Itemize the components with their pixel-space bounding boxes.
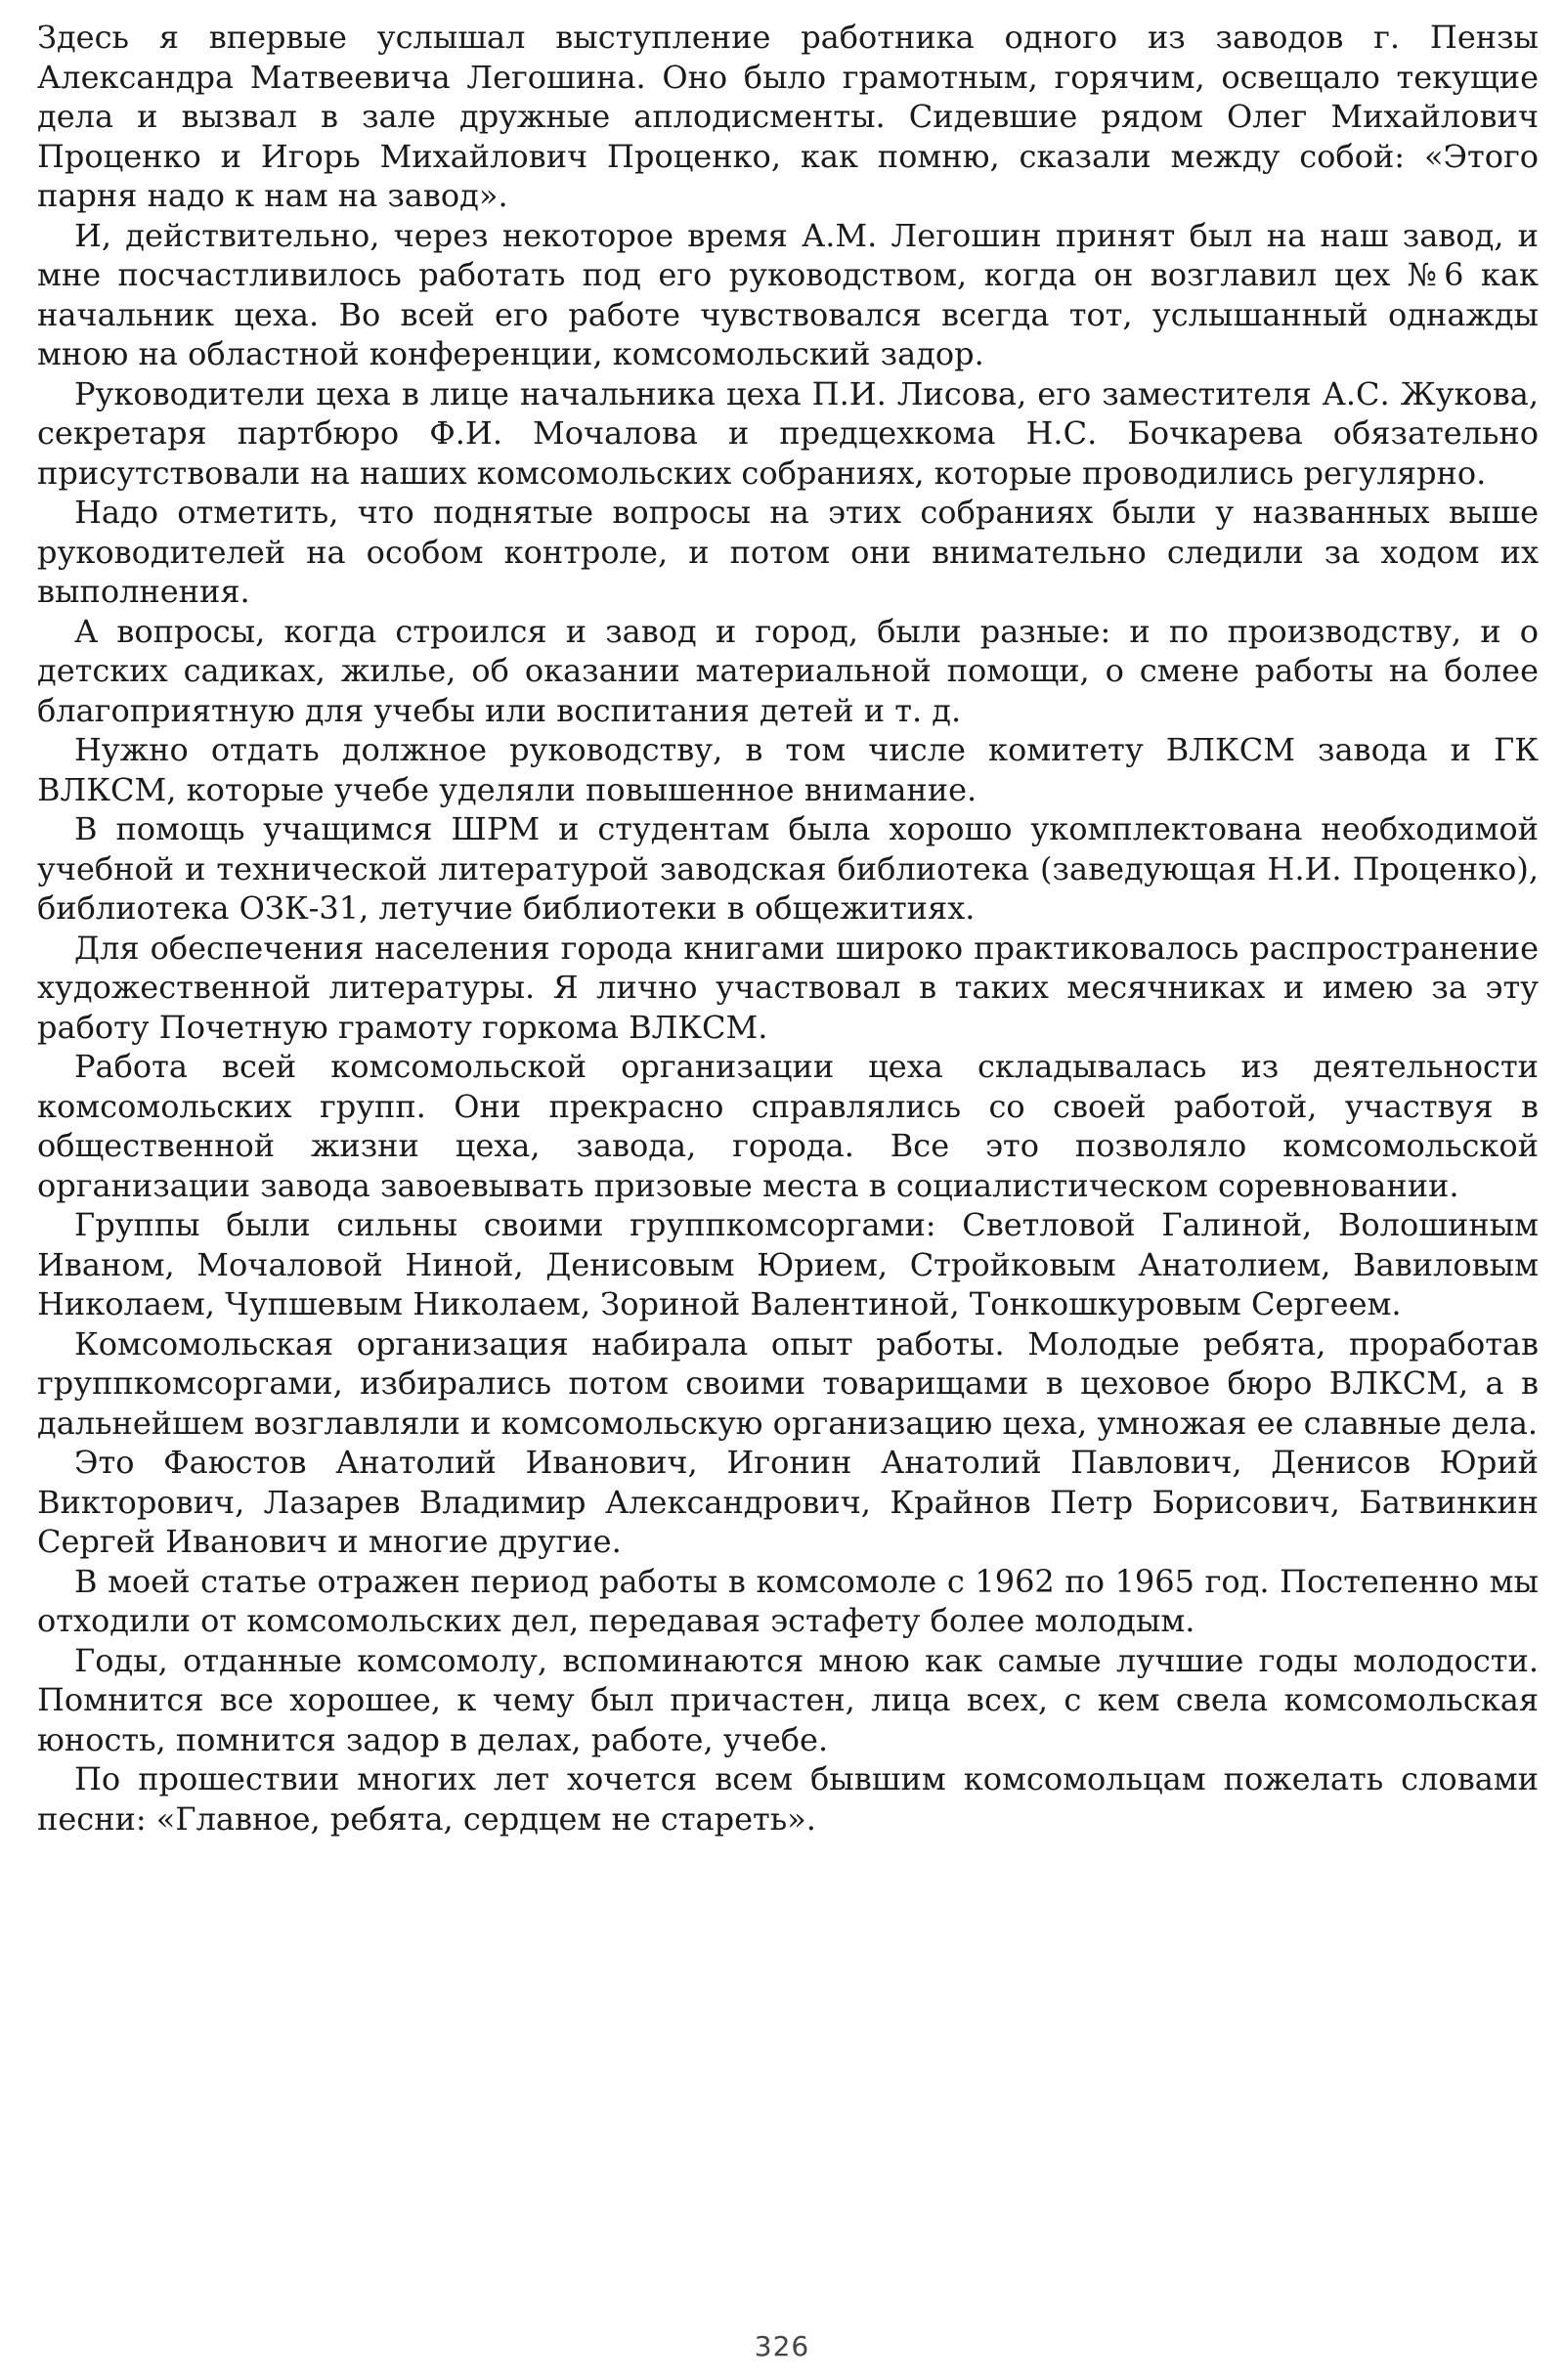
paragraph: Нужно отдать должное руководству, в том числе комитету ВЛКСМ завода и ГК ВЛКСМ, которые учебе уделяли повышенное внимание.	[37, 731, 1539, 808]
page-number: 326	[754, 2330, 810, 2362]
paragraph: В помощь учащимся ШРМ и студентам была хорошо укомплектована необходимой учебной и технической литературой заводская библиотека (заведующая Н.И. Проценко), библиотека ОЗК-31, летучие библиотеки в общежитиях.	[37, 810, 1539, 927]
paragraph: По прошествии многих лет хочется всем бывшим комсомольцам пожелать словами песни: «Главное, ребята, сердцем не стареть».	[37, 1760, 1539, 1838]
document-body	[37, 18, 1539, 1839]
paragraph: Надо отметить, что поднятые вопросы на этих собраниях были у названных выше руководителей на особом контроле, и потом они внимательно следили за ходом их выполнения.	[37, 494, 1539, 610]
paragraph: Комсомольская организация набирала опыт работы. Молодые ребята, проработав группкомсоргами, избирались потом своими товарищами в цеховое бюро ВЛКСМ, а в дальнейшем возглавляли и комсомольскую организацию цеха, умножая ее славные дела.	[37, 1324, 1539, 1442]
paragraph: Годы, отданные комсомолу, вспоминаются мною как самые лучшие годы молодости. Помнится все хорошее, к чему был причастен, лица всех, с кем свела комсомольская юность, помнится задор в делах, работе, учебе.	[37, 1641, 1539, 1758]
paragraph: И, действительно, через некоторое время А.М. Легошин принят был на наш завод, и мне посчастливилось работать под его руководством, когда он возглавил цех №6 как начальник цеха. Во всей его работе чувствовался всегда тот, услышанный однажды мною на областной конференции, комсомольский задор.	[37, 216, 1539, 372]
paragraph: Руководители цеха в лице начальника цеха П.И. Лисова, его заместителя А.С. Жукова, секретаря партбюро Ф.И. Мочалова и предцехкома Н.С. Бочкарева обязательно присутствовали на наших комсомольских собраниях, которые проводились регулярно.	[37, 374, 1539, 492]
paragraph: Для обеспечения населения города книгами широко практиковалось распространение художественной литературы. Я лично участвовал в таких месячниках и имею за эту работу Почетную грамоту горкома ВЛКСМ.	[37, 929, 1539, 1046]
paragraph: В моей статье отражен период работы в комсомоле с 1962 по 1965 год. Постепенно мы отходили от комсомольских дел, передавая эстафету более молодым.	[37, 1562, 1539, 1639]
paragraph: А вопросы, когда строился и завод и город, были разные: и по производству, и о детских садиках, жилье, об оказании материальной помощи, о смене работы на более благоприятную для учебы или воспитания детей и т. д.	[37, 612, 1539, 729]
paragraph: Это Фаюстов Анатолий Иванович, Игонин Анатолий Павлович, Денисов Юрий Викторович, Лазарев Владимир Александрович, Крайнов Петр Борисович, Батвинкин Сергей Иванович и многие другие.	[37, 1444, 1539, 1560]
paragraph: Группы были сильны своими группкомсоргами: Светловой Галиной, Волошиным Иваном, Мочаловой Ниной, Денисовым Юрием, Стройковым Анатолием, Вавиловым Николаем, Чупшевым Николаем, Зориной Валентиной, Тонкошкуровым Сергеем.	[37, 1206, 1539, 1322]
paragraph: Работа всей комсомольской организации цеха складывалась из деятельности комсомольских групп. Они прекрасно справлялись со своей работой, участвуя в общественной жизни цеха, завода, города. Все это позволяло комсомольской организации завода завоевывать призовые места в социалистическом соревновании.	[37, 1048, 1539, 1204]
paragraph-intro: Здесь я впервые услышал выступление работника одного из заводов г. Пензы Александра Матвеевича Легошина. Оно было грамотным, горячим, освещало текущие дела и вызвал в зале дружные аплодисменты. Сидевшие рядом Олег Михайлович Проценко и Игорь Михайлович Проценко, как помню, сказали между собой: «Этого парня надо к нам на завод».	[37, 19, 1539, 214]
